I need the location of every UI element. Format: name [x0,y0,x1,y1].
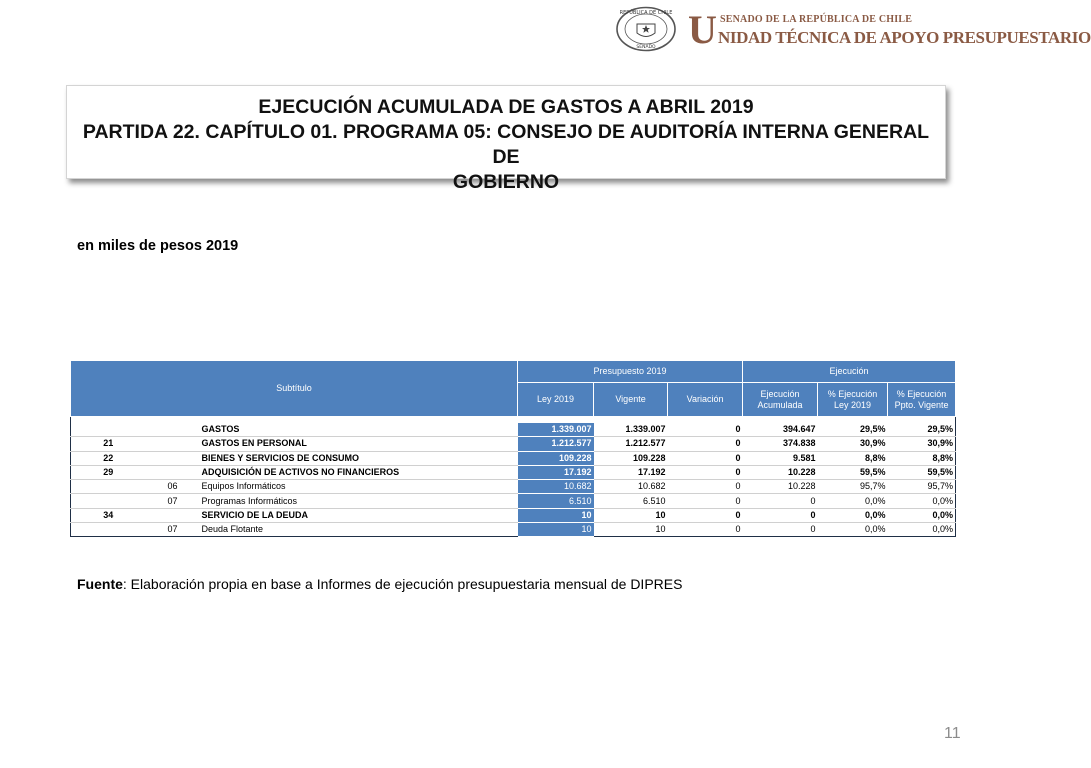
cell-vigente: 10.682 [594,480,668,494]
cell-denominacion: GASTOS [200,423,518,437]
cell-pct-vigente: 59,5% [888,465,956,479]
cell-pct-vigente: 95,7% [888,480,956,494]
cell-ejecucion: 0 [743,494,818,508]
cell-denominacion: BIENES Y SERVICIOS DE CONSUMO [200,451,518,465]
table-row [71,494,956,508]
table-row [71,523,956,537]
cell-pct-ley: 95,7% [818,480,888,494]
header-pct-ley [818,383,888,417]
cell-denominacion: Equipos Informáticos [200,480,518,494]
cell-subtitulo: 29 [71,465,146,479]
cell-subtitulo: 21 [71,437,146,451]
cell-vigente: 109.228 [594,451,668,465]
cell-variacion: 0 [735,524,741,535]
table-row [71,465,956,479]
cell-pct-ley: 8,8% [818,451,888,465]
cell-item: 07 [167,524,178,535]
title-line2: PARTIDA 22. CAPÍTULO 01. PROGRAMA 05: CONSEJO DE AUDITORÍA INTERNA GENERAL DE [82,121,930,168]
cell-vigente: 6.510 [594,494,668,508]
header-subtitulo: Subtítulo [71,361,518,417]
cell-vigente: 1.212.577 [594,437,668,451]
source-note [77,576,682,592]
seal-text-bottom: SENADO [636,45,656,50]
header-presupuesto: Presupuesto 2019 [518,361,743,383]
cell-pct-ley: 59,5% [818,465,888,479]
cell-subtitulo [71,523,146,537]
header-pct-vig-l2: Ppto. Vigente [894,399,949,410]
cell-denominacion: ADQUISICIÓN DE ACTIVOS NO FINANCIEROS [200,465,518,479]
budget-table [70,360,956,537]
cell-item [146,423,200,437]
cell-ley: 6.510 [518,494,594,508]
units-subtitle: en miles de pesos 2019 [77,238,239,254]
cell-ejecucion: 0 [810,524,816,535]
cell-ley: 1.339.007 [518,423,594,437]
cell-pct-ley: 29,5% [818,423,888,437]
cell-item [146,508,200,522]
table-row [71,423,956,437]
cell-pct-ley: 0,0% [818,494,888,508]
title-line1: EJECUCIÓN ACUMULADA DE GASTOS A ABRIL 2019 [258,96,754,118]
header-variacion: Variación [668,383,743,417]
cell-vigente: 10 [655,524,666,535]
header-pct-vig [888,383,956,417]
cell-denominacion: SERVICIO DE LA DEUDA [200,508,518,522]
cell-item [146,465,200,479]
cell-pct-ley: 0,0% [818,508,888,522]
cell-item: 06 [146,480,200,494]
senado-seal-logo [615,6,677,52]
cell-subtitulo [71,423,146,437]
header-ejecucion: Ejecución [743,361,956,383]
cell-item [146,437,200,451]
cell-ley: 109.228 [518,451,594,465]
cell-pct-ley: 0,0% [865,524,886,535]
cell-variacion: 0 [668,465,743,479]
cell-pct-ley: 30,9% [818,437,888,451]
title-box [66,85,946,193]
cell-variacion: 0 [668,437,743,451]
cell-pct-vigente: 29,5% [888,423,956,437]
cell-ejecucion: 9.581 [743,451,818,465]
cell-subtitulo [71,494,146,508]
cell-variacion: 0 [668,480,743,494]
page-number: 11 [944,725,961,742]
header-pct-ley-l2: Ley 2019 [834,399,872,410]
cell-pct-vigente: 0,0% [888,494,956,508]
header-ejec-acum [743,383,818,417]
header-ejec-acum-l2: Acumulada [757,399,803,410]
header-pct-ley-l1: % Ejecución [827,388,878,399]
header-vigente: Vigente [594,383,668,417]
cell-subtitulo: 22 [71,451,146,465]
cell-ejecucion: 394.647 [743,423,818,437]
table-row [71,508,956,522]
seal-text-top: REPÚBLICA DE CHILE [619,10,673,16]
cell-ley: 10 [518,523,594,537]
cell-subtitulo: 34 [71,508,146,522]
cell-ejecucion: 10.228 [743,480,818,494]
cell-ley: 10.682 [518,480,594,494]
source-text: : Elaboración propia en base a Informes de ejecución presupuestaria mensual de DIPRES [122,576,683,592]
cell-pct-vigente: 30,9% [888,437,956,451]
cell-item: 07 [146,494,200,508]
table-row [71,480,956,494]
header-pct-vig-l1: % Ejecución [896,388,947,399]
cell-item [146,451,200,465]
cell-variacion: 0 [668,494,743,508]
cell-variacion: 0 [668,508,743,522]
source-label: Fuente [77,576,123,592]
table-row [71,451,956,465]
cell-ley: 17.192 [518,465,594,479]
logo-line1: SENADO DE LA REPÚBLICA DE CHILE [720,14,913,25]
cell-pct-vigente: 0,0% [932,524,954,535]
cell-pct-vigente: 8,8% [888,451,956,465]
cell-vigente: 17.192 [594,465,668,479]
cell-denominacion: Programas Informáticos [200,494,518,508]
table-row [71,437,956,451]
title-line3: GOBIERNO [452,171,560,193]
header-ejec-acum-l1: Ejecución [760,388,800,399]
cell-ley: 10 [518,508,594,522]
cell-subtitulo [71,480,146,494]
cell-ejecucion: 10.228 [743,465,818,479]
cell-ley: 1.212.577 [518,437,594,451]
logo-initial: U [688,7,717,52]
cell-denominacion: GASTOS EN PERSONAL [200,437,518,451]
header-ley: Ley 2019 [518,383,594,417]
cell-pct-vigente: 0,0% [888,508,956,522]
cell-vigente: 10 [594,508,668,522]
cell-denominacion: Deuda Flotante [201,524,264,535]
cell-vigente: 1.339.007 [594,423,668,437]
cell-variacion: 0 [668,423,743,437]
logo-line2: NIDAD TÉCNICA DE APOYO PRESUPUESTARIO [718,28,1091,47]
cell-ejecucion: 0 [743,508,818,522]
cell-variacion: 0 [668,451,743,465]
cell-ejecucion: 374.838 [743,437,818,451]
